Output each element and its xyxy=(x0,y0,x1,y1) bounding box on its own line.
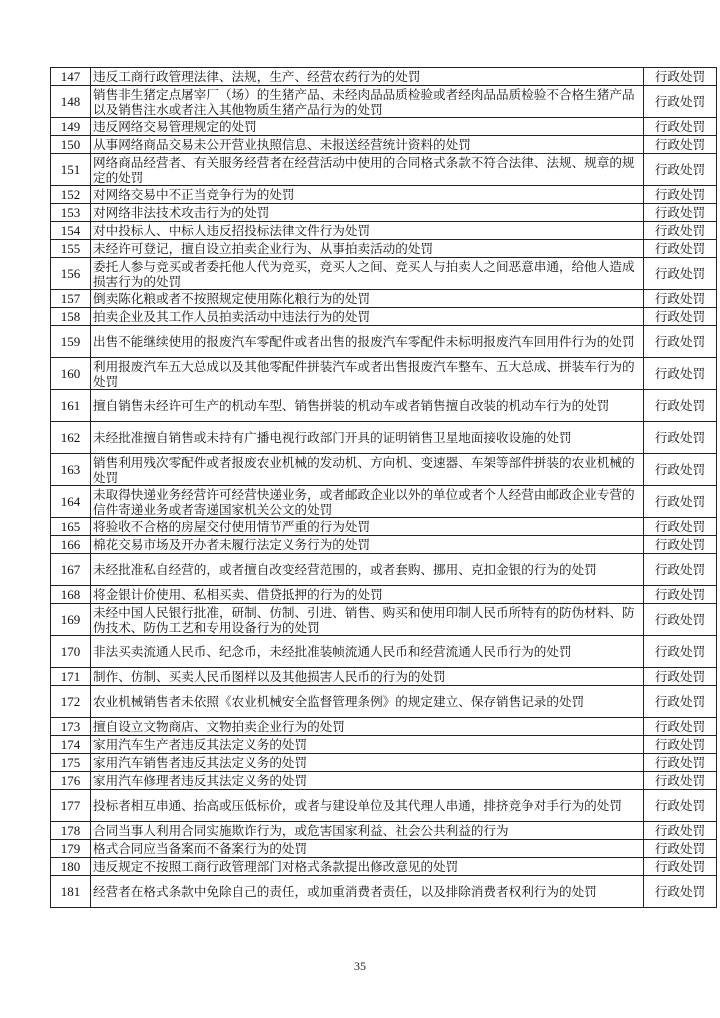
row-description: 格式合同应当备案而不备案行为的处罚 xyxy=(91,840,644,858)
page-number: 35 xyxy=(354,959,366,973)
table-row xyxy=(51,454,717,486)
table-row xyxy=(51,118,717,136)
row-type: 行政处罚 xyxy=(644,736,717,754)
table-row xyxy=(51,518,717,536)
row-type: 行政处罚 xyxy=(644,636,717,668)
row-description: 对网络非法技术攻击行为的处罚 xyxy=(91,204,644,222)
row-number: 151 xyxy=(51,154,91,186)
row-description: 委托人参与竞买或者委托他人代为竞买，竞买人之间、竞买人与拍卖人之间恶意串通，给他人造成损害行为的处罚 xyxy=(91,258,644,290)
table-row xyxy=(51,308,717,326)
row-description: 出售不能继续使用的报废汽车零配件或者出售的报废汽车零配件未标明报废汽车回用件行为的处罚 xyxy=(91,326,644,358)
table-row xyxy=(51,86,717,118)
row-type: 行政处罚 xyxy=(644,422,717,454)
table-row xyxy=(51,586,717,604)
table-row xyxy=(51,554,717,586)
penalty-table-container xyxy=(50,67,706,908)
row-description: 未取得快递业务经营许可经营快递业务，或者邮政企业以外的单位或者个人经营由邮政企业专营的信件寄递业务或者寄递国家机关公文的处罚 xyxy=(91,486,644,518)
row-description: 经营者在格式条款中免除自己的责任，或加重消费者责任，以及排除消费者权利行为的处罚 xyxy=(91,876,644,908)
table-row xyxy=(51,240,717,258)
table-row xyxy=(51,136,717,154)
row-description: 对网络交易中不正当竞争行为的处罚 xyxy=(91,186,644,204)
row-number: 152 xyxy=(51,186,91,204)
row-type: 行政处罚 xyxy=(644,772,717,790)
row-type: 行政处罚 xyxy=(644,486,717,518)
table-row xyxy=(51,222,717,240)
row-number: 154 xyxy=(51,222,91,240)
table-row xyxy=(51,358,717,390)
row-type: 行政处罚 xyxy=(644,586,717,604)
table-row xyxy=(51,876,717,908)
table-row xyxy=(51,754,717,772)
row-description: 利用报废汽车五大总成以及其他零配件拼装汽车或者出售报废汽车整车、五大总成、拼装车行为的处罚 xyxy=(91,358,644,390)
table-row xyxy=(51,204,717,222)
table-row xyxy=(51,186,717,204)
row-description: 将验收不合格的房屋交付使用情节严重的行为处罚 xyxy=(91,518,644,536)
row-number: 171 xyxy=(51,668,91,686)
row-number: 175 xyxy=(51,754,91,772)
row-description: 从事网络商品交易未公开营业执照信息、未报送经营统计资料的处罚 xyxy=(91,136,644,154)
row-type: 行政处罚 xyxy=(644,686,717,718)
row-type: 行政处罚 xyxy=(644,390,717,422)
row-description: 擅自销售未经许可生产的机动车型、销售拼装的机动车或者销售擅自改装的机动车行为的处罚 xyxy=(91,390,644,422)
row-type: 行政处罚 xyxy=(644,86,717,118)
row-number: 149 xyxy=(51,118,91,136)
row-number: 163 xyxy=(51,454,91,486)
table-row xyxy=(51,536,717,554)
row-description: 网络商品经营者、有关服务经营者在经营活动中使用的合同格式条款不符合法律、法规、规章的规定的处罚 xyxy=(91,154,644,186)
row-description: 擅自设立文物商店、文物拍卖企业行为的处罚 xyxy=(91,718,644,736)
row-number: 148 xyxy=(51,86,91,118)
row-number: 176 xyxy=(51,772,91,790)
row-number: 168 xyxy=(51,586,91,604)
row-type: 行政处罚 xyxy=(644,822,717,840)
row-type: 行政处罚 xyxy=(644,326,717,358)
table-row xyxy=(51,840,717,858)
row-description: 拍卖企业及其工作人员拍卖活动中违法行为的处罚 xyxy=(91,308,644,326)
row-number: 173 xyxy=(51,718,91,736)
row-number: 181 xyxy=(51,876,91,908)
row-type: 行政处罚 xyxy=(644,136,717,154)
row-number: 169 xyxy=(51,604,91,636)
row-number: 150 xyxy=(51,136,91,154)
row-number: 153 xyxy=(51,204,91,222)
table-row xyxy=(51,686,717,718)
row-type: 行政处罚 xyxy=(644,290,717,308)
table-row xyxy=(51,636,717,668)
row-number: 158 xyxy=(51,308,91,326)
row-type: 行政处罚 xyxy=(644,204,717,222)
row-number: 166 xyxy=(51,536,91,554)
row-description: 销售非生猪定点屠宰厂（场）的生猪产品、未经肉品品质检验或者经肉品品质检验不合格生猪产品以及销售注水或者注入其他物质生猪产品行为的处罚 xyxy=(91,86,644,118)
row-number: 172 xyxy=(51,686,91,718)
row-type: 行政处罚 xyxy=(644,790,717,822)
row-description: 对中投标人、中标人违反招投标法律文件行为处罚 xyxy=(91,222,644,240)
row-description: 制作、仿制、买卖人民币图样以及其他损害人民币的行为的处罚 xyxy=(91,668,644,686)
row-type: 行政处罚 xyxy=(644,858,717,876)
row-number: 164 xyxy=(51,486,91,518)
row-description: 非法买卖流通人民币、纪念币，未经批准装帧流通人民币和经营流通人民币行为的处罚 xyxy=(91,636,644,668)
row-number: 174 xyxy=(51,736,91,754)
row-description: 家用汽车销售者违反其法定义务的处罚 xyxy=(91,754,644,772)
row-description: 家用汽车修理者违反其法定义务的处罚 xyxy=(91,772,644,790)
row-type: 行政处罚 xyxy=(644,154,717,186)
row-number: 180 xyxy=(51,858,91,876)
table-row xyxy=(51,790,717,822)
table-row xyxy=(51,858,717,876)
row-number: 155 xyxy=(51,240,91,258)
row-type: 行政处罚 xyxy=(644,308,717,326)
table-row xyxy=(51,822,717,840)
table-row xyxy=(51,68,717,86)
table-row xyxy=(51,668,717,686)
row-number: 156 xyxy=(51,258,91,290)
row-type: 行政处罚 xyxy=(644,186,717,204)
row-description: 将金银计价使用、私相买卖、借贷抵押的行为的处罚 xyxy=(91,586,644,604)
row-type: 行政处罚 xyxy=(644,222,717,240)
row-type: 行政处罚 xyxy=(644,668,717,686)
row-type: 行政处罚 xyxy=(644,454,717,486)
row-description: 倒卖陈化粮或者不按照规定使用陈化粮行为的处罚 xyxy=(91,290,644,308)
table-row xyxy=(51,326,717,358)
penalty-table xyxy=(50,67,717,908)
penalty-table-body xyxy=(51,68,717,908)
row-description: 违反工商行政管理法律、法规，生产、经营农药行为的处罚 xyxy=(91,68,644,86)
row-description: 未经批准私自经营的，或者擅自改变经营范围的，或者套购、挪用、克扣金银的行为的处罚 xyxy=(91,554,644,586)
row-description: 违反规定不按照工商行政管理部门对格式条款提出修改意见的处罚 xyxy=(91,858,644,876)
table-row xyxy=(51,290,717,308)
row-description: 合同当事人利用合同实施欺诈行为，或危害国家利益、社会公共利益的行为 xyxy=(91,822,644,840)
row-number: 170 xyxy=(51,636,91,668)
row-type: 行政处罚 xyxy=(644,876,717,908)
row-type: 行政处罚 xyxy=(644,518,717,536)
row-description: 未经批准擅自销售或未持有广播电视行政部门开具的证明销售卫星地面接收设施的处罚 xyxy=(91,422,644,454)
row-number: 165 xyxy=(51,518,91,536)
row-number: 157 xyxy=(51,290,91,308)
row-number: 179 xyxy=(51,840,91,858)
row-description: 家用汽车生产者违反其法定义务的处罚 xyxy=(91,736,644,754)
row-type: 行政处罚 xyxy=(644,554,717,586)
table-row xyxy=(51,486,717,518)
row-type: 行政处罚 xyxy=(644,258,717,290)
row-number: 160 xyxy=(51,358,91,390)
table-row xyxy=(51,390,717,422)
row-description: 销售利用残次零配件或者报废农业机械的发动机、方向机、变速器、车架等部件拼装的农业机械的处罚 xyxy=(91,454,644,486)
row-description: 未经中国人民银行批准，研制、仿制、引进、销售、购买和使用印制人民币所特有的防伪材料、防伪技术、防伪工艺和专用设备行为的处罚 xyxy=(91,604,644,636)
row-number: 167 xyxy=(51,554,91,586)
row-type: 行政处罚 xyxy=(644,536,717,554)
table-row xyxy=(51,154,717,186)
row-type: 行政处罚 xyxy=(644,358,717,390)
table-row xyxy=(51,604,717,636)
table-row xyxy=(51,422,717,454)
table-row xyxy=(51,736,717,754)
row-number: 161 xyxy=(51,390,91,422)
row-type: 行政处罚 xyxy=(644,754,717,772)
row-number: 178 xyxy=(51,822,91,840)
row-description: 投标者相互串通、抬高或压低标价，或者与建设单位及其代理人串通，排挤竞争对手行为的处罚 xyxy=(91,790,644,822)
row-type: 行政处罚 xyxy=(644,118,717,136)
table-row xyxy=(51,258,717,290)
row-description: 农业机械销售者未依照《农业机械安全监督管理条例》的规定建立、保存销售记录的处罚 xyxy=(91,686,644,718)
row-type: 行政处罚 xyxy=(644,604,717,636)
row-number: 159 xyxy=(51,326,91,358)
row-number: 177 xyxy=(51,790,91,822)
row-description: 未经许可登记，擅自设立拍卖企业行为、从事拍卖活动的处罚 xyxy=(91,240,644,258)
row-type: 行政处罚 xyxy=(644,840,717,858)
row-number: 147 xyxy=(51,68,91,86)
table-row xyxy=(51,718,717,736)
row-type: 行政处罚 xyxy=(644,718,717,736)
row-description: 违反网络交易管理规定的处罚 xyxy=(91,118,644,136)
row-description: 棉花交易市场及开办者未履行法定义务行为的处罚 xyxy=(91,536,644,554)
row-type: 行政处罚 xyxy=(644,68,717,86)
row-type: 行政处罚 xyxy=(644,240,717,258)
table-row xyxy=(51,772,717,790)
row-number: 162 xyxy=(51,422,91,454)
